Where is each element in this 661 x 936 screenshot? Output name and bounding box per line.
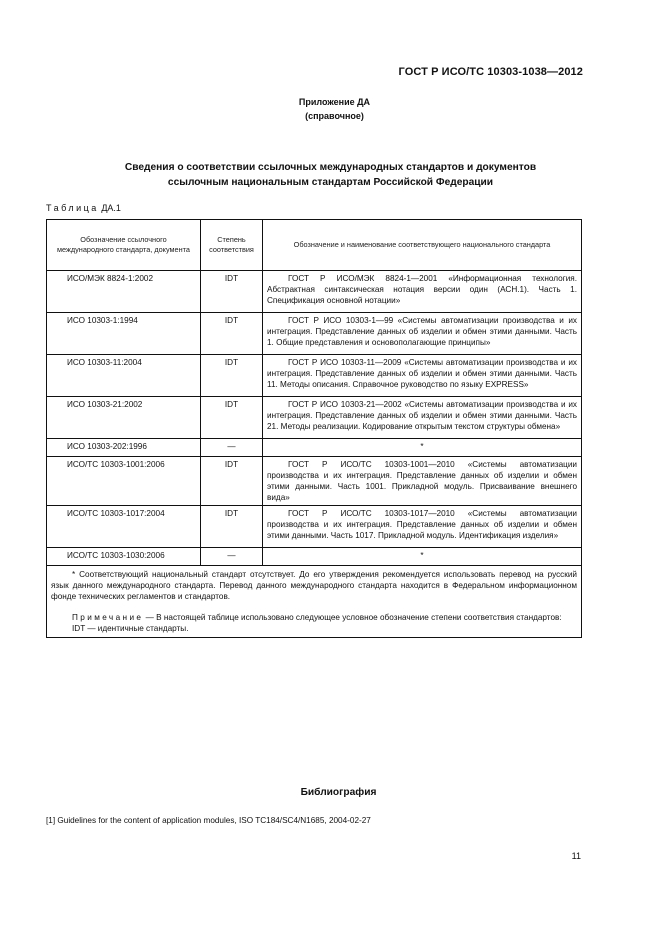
cell-national-standard bbox=[263, 355, 582, 397]
note-text: — В настоящей таблице использовано следующее условное обозначение степени соответствия стандартов: bbox=[145, 613, 562, 622]
table-footnote-row bbox=[47, 566, 582, 638]
cell-national-standard bbox=[263, 457, 582, 506]
table-row bbox=[47, 313, 582, 355]
national-standard-text: ГОСТ Р ИСО 10303-1—99 «Системы автоматизации производства и их интеграция. Представление данных об изделии и обмен этими данными. Часть 1. Общие представления и основополагающие принципы» bbox=[267, 316, 577, 347]
cell-national-standard bbox=[263, 313, 582, 355]
header-national-standard: Обозначение и наименование соответствующего национального стандарта bbox=[263, 220, 582, 271]
cell-international-code: ИСО 10303-202:1996 bbox=[47, 439, 201, 457]
table-row bbox=[47, 397, 582, 439]
cell-international-code: ИСО/ТС 10303-1001:2006 bbox=[47, 457, 201, 506]
footnote-text: * Соответствующий национальный стандарт отсутствует. До его утверждения рекомендуется использовать перевод на русский язык данного международного стандарта. Перевод данного международного стандарта находится в Федеральном информационном фонде технических регламентов и стандартов. bbox=[51, 570, 577, 601]
cell-degree: — bbox=[201, 548, 263, 566]
annex-subtitle: (справочное) bbox=[305, 111, 364, 121]
table-footnote-cell bbox=[47, 566, 582, 638]
bibliography-item-number: [1] bbox=[46, 816, 56, 825]
table-row bbox=[47, 271, 582, 313]
annex-heading bbox=[0, 95, 661, 123]
bibliography-item-text: Guidelines for the content of application modules, ISO TC184/SC4/N1685, 2004-02-27 bbox=[57, 816, 371, 825]
cell-degree: — bbox=[201, 439, 263, 457]
page-number: 11 bbox=[571, 851, 581, 861]
table-row bbox=[47, 457, 582, 506]
cell-international-code: ИСО 10303-1:1994 bbox=[47, 313, 201, 355]
cell-international-code: ИСО/ТС 10303-1017:2004 bbox=[47, 506, 201, 548]
national-standard-text: ГОСТ Р ИСО/ТС 10303-1017—2010 «Системы автоматизации производства и их интеграция. Представление данных об изделии и обмен этими данными. Часть 1017. Прикладной модуль. Идентификация изделия» bbox=[267, 509, 577, 540]
document-code: ГОСТ Р ИСО/ТС 10303-1038—2012 bbox=[398, 66, 583, 78]
note-label: Примечание bbox=[72, 613, 144, 622]
section-title bbox=[40, 160, 621, 190]
cell-international-code: ИСО/ТС 10303-1030:2006 bbox=[47, 548, 201, 566]
cell-national-standard bbox=[263, 397, 582, 439]
national-standard-text: ГОСТ Р ИСО 10303-21—2002 «Системы автоматизации производства и их интеграция. Представление данных об изделии и обмен этими данными. Часть 21. Методы реализации. Кодирование открытым текстом структуры обмена» bbox=[267, 400, 577, 431]
section-title-line-2: ссылочным национальным стандартам Российской Федерации bbox=[167, 177, 494, 188]
cell-degree: IDT bbox=[201, 313, 263, 355]
cell-degree: IDT bbox=[201, 506, 263, 548]
header-international-standard: Обозначение ссылочного международного стандарта, документа bbox=[47, 220, 201, 271]
national-standard-text: ГОСТ Р ИСО 10303-11—2009 «Системы автоматизации производства и их интеграция. Представление данных об изделии и обмен этими данными. Часть 11. Методы описания. Справочное руководство по языку EXPRESS» bbox=[267, 358, 577, 389]
note-idt: IDT — идентичные стандарты. bbox=[72, 624, 189, 633]
table-row bbox=[47, 548, 582, 566]
national-standard-text: ГОСТ Р ИСО/ТС 10303-1001—2010 «Системы автоматизации производства и их интеграция. Представление данных об изделии и обмен этими данными. Часть 1001. Прикладной модуль. Присваивание внешнего вида» bbox=[267, 460, 577, 502]
national-standard-text: ГОСТ Р ИСО/МЭК 8824-1—2001 «Информационная технология. Абстрактная синтаксическая нотация версии один (АСН.1). Часть 1. Спецификация основной нотации» bbox=[267, 274, 577, 305]
annex-title: Приложение ДА bbox=[298, 97, 371, 107]
table-label-number: ДА.1 bbox=[101, 203, 121, 213]
section-title-line-1: Сведения о соответствии ссылочных международных стандартов и документов bbox=[124, 162, 537, 173]
bibliography-title: Библиография bbox=[300, 787, 377, 798]
correspondence-table bbox=[46, 219, 582, 638]
table-label-prefix: Таблица bbox=[46, 203, 99, 213]
cell-degree: IDT bbox=[201, 355, 263, 397]
cell-degree: IDT bbox=[201, 271, 263, 313]
cell-national-standard: * bbox=[263, 548, 582, 566]
cell-degree: IDT bbox=[201, 397, 263, 439]
bibliography-item bbox=[46, 816, 371, 825]
cell-national-standard bbox=[263, 271, 582, 313]
table-label bbox=[46, 203, 121, 213]
table-row bbox=[47, 439, 582, 457]
table-row bbox=[47, 506, 582, 548]
cell-national-standard: * bbox=[263, 439, 582, 457]
cell-international-code: ИСО 10303-21:2002 bbox=[47, 397, 201, 439]
header-degree: Степень соответствия bbox=[201, 220, 263, 271]
cell-national-standard bbox=[263, 506, 582, 548]
table-header-row bbox=[47, 220, 582, 271]
cell-degree: IDT bbox=[201, 457, 263, 506]
cell-international-code: ИСО/МЭК 8824-1:2002 bbox=[47, 271, 201, 313]
table-row bbox=[47, 355, 582, 397]
cell-international-code: ИСО 10303-11:2004 bbox=[47, 355, 201, 397]
